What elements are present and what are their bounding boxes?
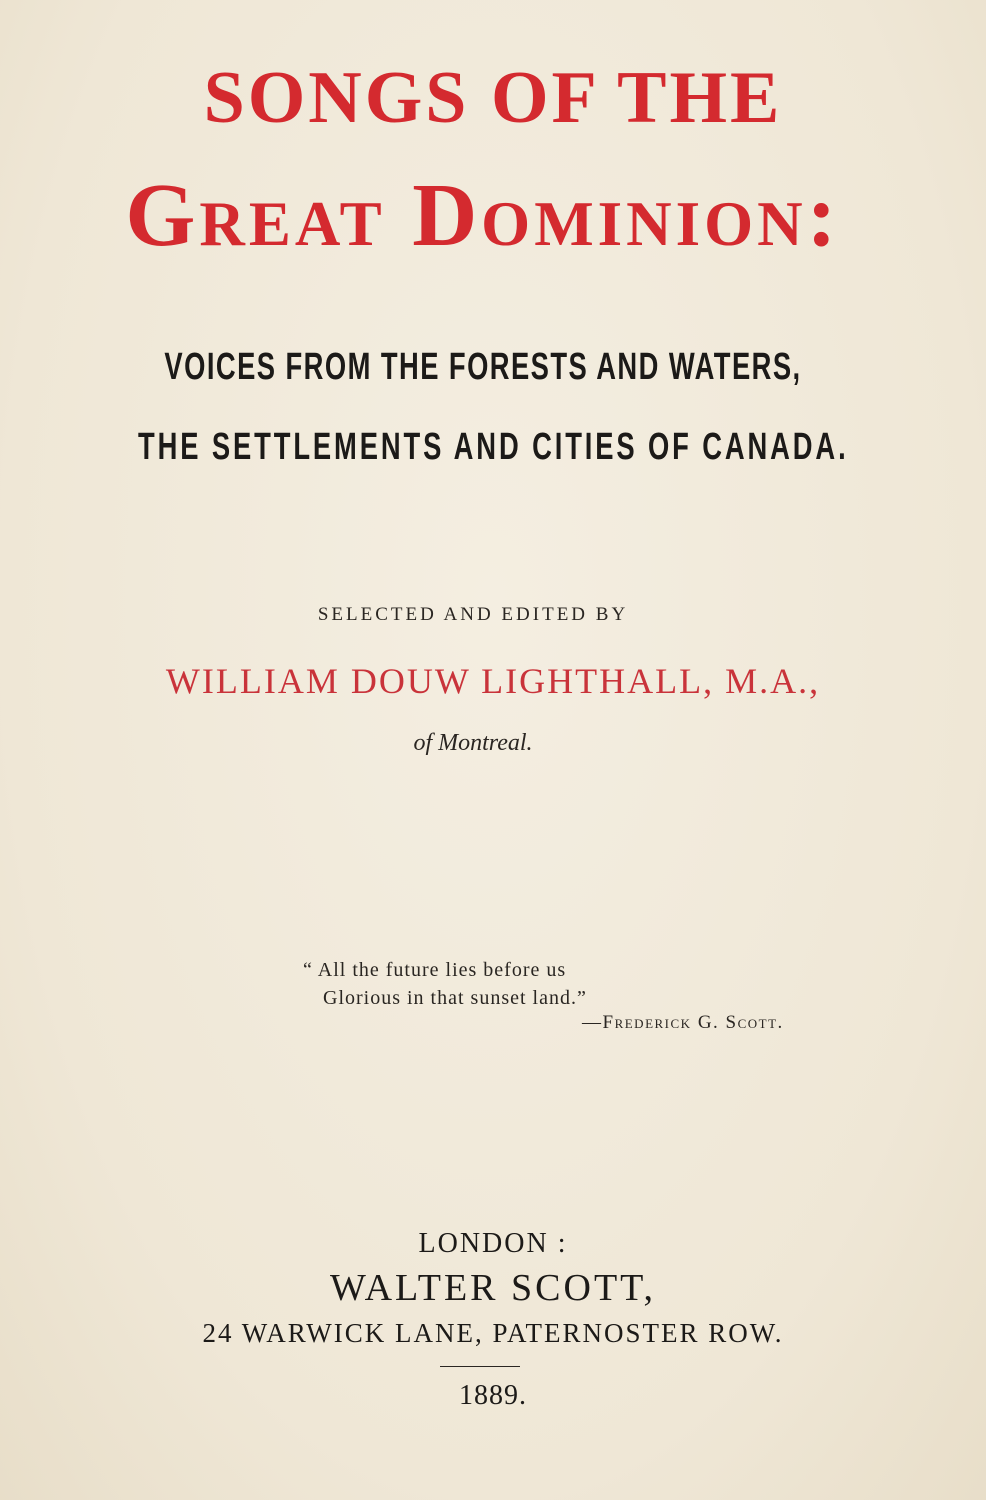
epigraph-line-2: Glorious in that sunset land.” [323, 987, 587, 1009]
title-line-1: SONGS OF THE [203, 57, 783, 139]
imprint-publisher: WALTER SCOTT, [329, 1267, 657, 1309]
epigraph-line-1: “ All the future lies before us [303, 959, 567, 981]
editor-name: WILLIAM DOUW LIGHTHALL, M.A., [165, 661, 821, 701]
subtitle-line-1: VOICES FROM THE FORESTS AND WATERS, [164, 346, 802, 388]
subtitle-line-2: THE SETTLEMENTS AND CITIES OF CANADA. [138, 426, 849, 468]
epigraph-attribution: —Frederick G. Scott. [582, 1012, 784, 1033]
imprint-city: LONDON : [418, 1228, 568, 1259]
editor-label: SELECTED AND EDITED BY [317, 604, 629, 625]
epigraph [303, 956, 587, 1012]
title-line-2: Great Dominion: [125, 166, 841, 265]
imprint-address: 24 WARWICK LANE, PATERNOSTER ROW. [202, 1318, 784, 1348]
imprint-divider [440, 1366, 520, 1367]
editor-place: of Montreal. [413, 730, 533, 756]
imprint-year: 1889. [459, 1380, 527, 1411]
